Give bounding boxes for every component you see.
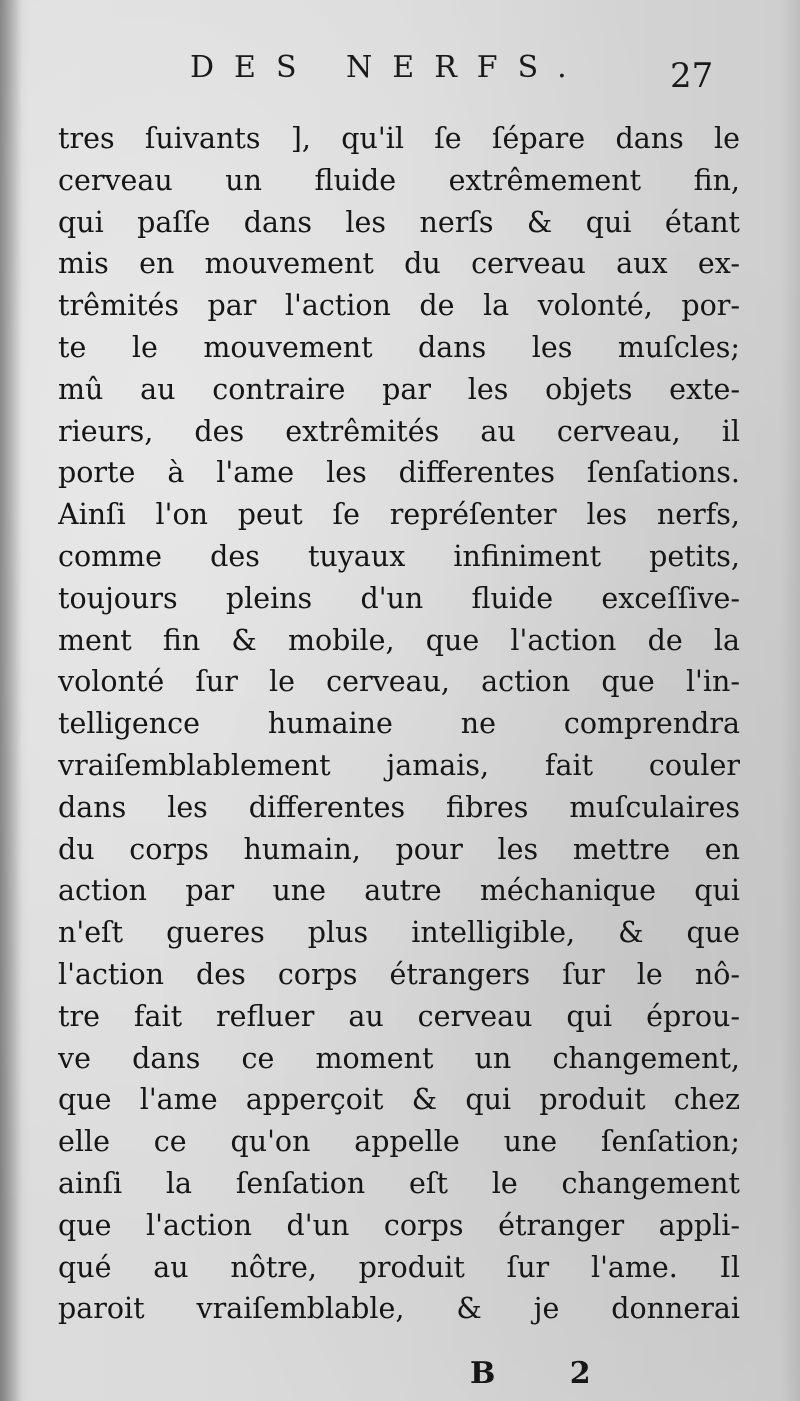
text-line: cerveau un fluide extrêmement fin, <box>58 163 740 197</box>
text-line: que l'action d'un corps étranger appli- <box>58 1208 740 1242</box>
text-line: elle ce qu'on appelle une ſenſation; <box>58 1125 740 1159</box>
text-line: qué au nôtre, produit ſur l'ame. Il <box>58 1250 740 1284</box>
text-line: te le mouvement dans les muſcles; <box>58 330 740 364</box>
text-line: du corps humain, pour les mettre en <box>58 832 740 866</box>
page-number: 27 <box>670 56 714 96</box>
text-line: porte à l'ame les differentes ſenſations. <box>58 456 740 490</box>
text-line: tre fait refluer au cerveau qui éprou- <box>58 999 740 1033</box>
text-line: action par une autre méchanique qui <box>58 874 740 908</box>
text-line: tres ſuivants ], qu'il ſe ſépare dans le <box>58 122 740 155</box>
text-line: ment fin & mobile, que l'action de la <box>58 623 740 657</box>
text-line: Ainſi l'on peut ſe repréſenter les nerfs, <box>58 498 740 532</box>
text-line: toujours pleins d'un fluide exceſſive- <box>58 581 740 615</box>
body-text <box>58 118 740 1330</box>
text-line: l'action des corps étrangers ſur le nô- <box>58 957 740 991</box>
text-line: comme des tuyaux infiniment petits, <box>58 539 740 573</box>
text-line: ve dans ce moment un changement, <box>58 1041 740 1075</box>
text-line: qui paſſe dans les nerſs & qui étant <box>58 205 740 239</box>
page-gutter-shadow <box>0 0 22 1401</box>
text-line: ainſi la ſenſation eſt le changement <box>58 1166 740 1200</box>
text-line: que l'ame apperçoit & qui produit chez <box>58 1083 740 1117</box>
text-line: rieurs, des extrêmités au cerveau, il <box>58 414 740 448</box>
text-line: vraiſemblablement jamais, fait couler <box>58 748 740 782</box>
signature-mark: B 2 <box>470 1356 623 1391</box>
running-head: DES NERFS. <box>190 50 587 85</box>
text-line: volonté ſur le cerveau, action que l'in- <box>58 665 740 699</box>
text-line: n'eſt gueres plus intelligible, & que <box>58 916 740 950</box>
text-line: paroit vraiſemblable, & je donnerai <box>58 1292 740 1326</box>
text-line: mû au contraire par les objets exte- <box>58 372 740 406</box>
text-line: telligence humaine ne comprendra <box>58 707 740 741</box>
text-line: mis en mouvement du cerveau aux ex- <box>58 247 740 281</box>
text-line: dans les differentes fibres muſculaires <box>58 790 740 824</box>
text-line: trêmités par l'action de la volonté, por- <box>58 289 740 323</box>
